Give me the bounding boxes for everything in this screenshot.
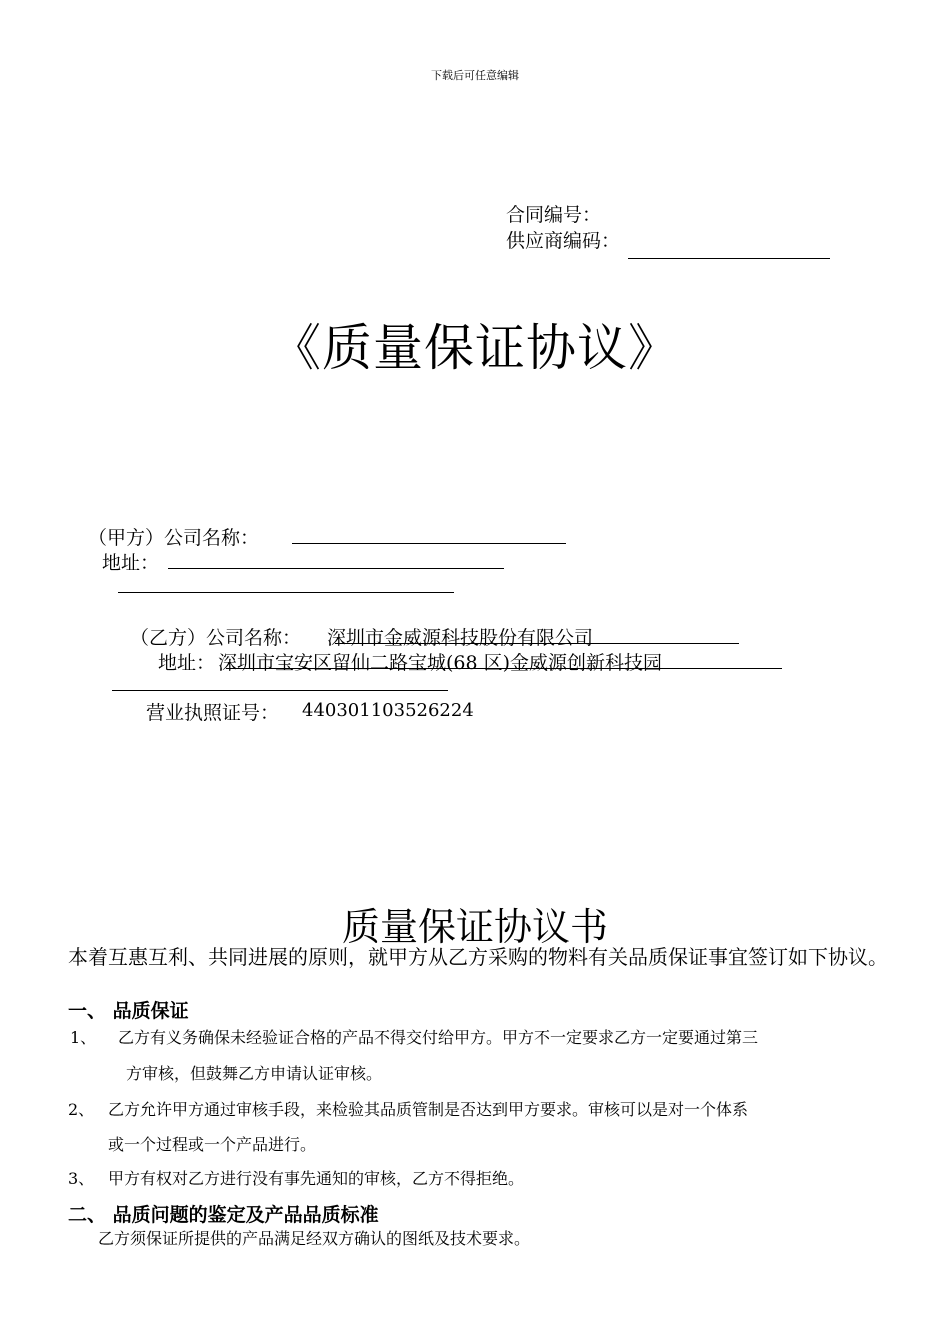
contract-number-label: 合同编号： bbox=[506, 204, 602, 226]
section-1-item-1-text-cont: 方审核，但鼓舞乙方申请认证审核。 bbox=[126, 1064, 383, 1083]
section-1-item-3-text: 甲方有权对乙方进行没有事先通知的审核，乙方不得拒绝。 bbox=[108, 1169, 525, 1188]
party-a-company-blank bbox=[292, 543, 566, 544]
agreement-intro: 本着互惠互利、共同进展的原则，就甲方从乙方采购的物料有关品质保证事宜签订如下协议。 bbox=[68, 945, 888, 969]
section-1-item-2-number: 2、 bbox=[68, 1100, 95, 1119]
section-2-heading: 二、 品质问题的鉴定及产品品质标准 bbox=[68, 1204, 379, 1226]
party-b-address-blank-2 bbox=[112, 690, 448, 691]
party-a-address-blank bbox=[168, 568, 504, 569]
section-1-item-1-text: 乙方有义务确保未经验证合格的产品不得交付给甲方。甲方不一定要求乙方一定要通过第三 bbox=[118, 1028, 759, 1047]
party-a-address-blank-2 bbox=[118, 592, 454, 593]
section-2-text: 乙方须保证所提供的产品满足经双方确认的图纸及技术要求。 bbox=[98, 1229, 531, 1248]
section-1-heading: 一、 品质保证 bbox=[68, 1000, 189, 1022]
party-b-company-value: 深圳市金威源科技股份有限公司 bbox=[327, 627, 594, 649]
party-b-license-value: 440301103526224 bbox=[302, 700, 474, 721]
party-b-license-label: 营业执照证号： bbox=[146, 702, 280, 724]
section-1-item-1-number: 1、 bbox=[70, 1028, 97, 1047]
party-a-company-label: （甲方）公司名称： bbox=[88, 527, 260, 549]
section-1-item-3-number: 3、 bbox=[68, 1169, 95, 1188]
supplier-code-label: 供应商编码： bbox=[506, 230, 621, 252]
party-b-company-underline bbox=[335, 643, 739, 644]
section-1-item-2-text: 乙方允许甲方通过审核手段，来检验其品质管制是否达到甲方要求。审核可以是对一个体系 bbox=[108, 1100, 749, 1119]
agreement-title: 质量保证协议书 bbox=[341, 905, 608, 949]
party-b-address-label: 地址： bbox=[158, 652, 216, 674]
party-b-address-value: 深圳市宝安区留仙二路宝城(68 区)金威源创新科技园 bbox=[218, 652, 663, 674]
document-title: 《质量保证协议》 bbox=[271, 319, 679, 377]
party-b-address-underline bbox=[226, 668, 782, 669]
section-1-item-2-text-cont: 或一个过程或一个产品进行。 bbox=[108, 1135, 317, 1154]
supplier-code-blank bbox=[628, 258, 830, 259]
page-header-note: 下载后可任意编辑 bbox=[431, 69, 519, 82]
party-a-address-label: 地址： bbox=[102, 552, 160, 574]
party-b-company-label: （乙方）公司名称： bbox=[130, 627, 302, 649]
